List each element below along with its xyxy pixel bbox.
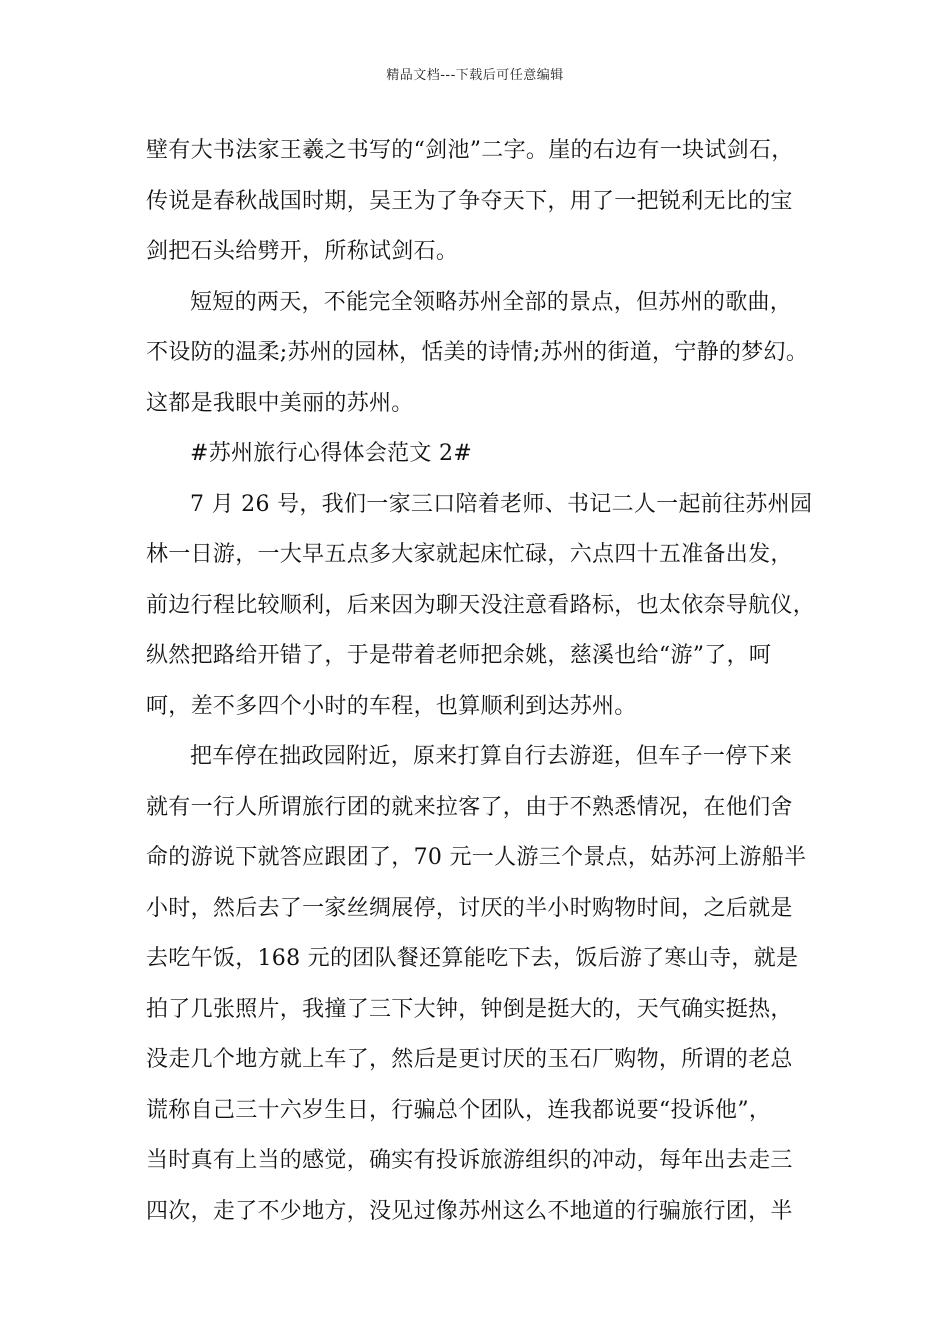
text-line: 拍了几张照片，我撞了三下大钟，钟倒是挺大的，天气确实挺热，: [146, 996, 793, 1022]
document-body: [146, 126, 826, 1237]
text-line: 谎称自己三十六岁生日，行骗总个团队，连我都说要“投诉他”，: [146, 1097, 772, 1123]
text-line: 纵然把路给开错了，于是带着老师把余姚，慈溪也给“游”了，呵: [146, 643, 772, 668]
paragraph-first-line: 7 月 26 号，我们一家三口陪着老师、书记二人一起前往苏州园: [190, 491, 813, 517]
text-line: 不设防的温柔;苏州的园林，恬美的诗情;苏州的街道，宁静的梦幻。: [146, 340, 809, 365]
text-line: 命的游说下就答应跟团了，70 元一人游三个景点，姑苏河上游船半: [146, 845, 807, 870]
text-line: 小时，然后去了一家丝绸展停，讨厌的半小时购物时间，之后就是: [146, 895, 793, 921]
text-line: 林一日游，一大早五点多大家就起床忙碌，六点四十五准备出发，: [146, 542, 793, 567]
text-line: 壁有大书法家王羲之书写的“剑池”二字。崖的右边有一块试剑石，: [146, 138, 794, 163]
text-line: 没走几个地方就上车了，然后是更讨厌的玉石厂购物，所谓的老总: [146, 1047, 793, 1072]
page-header: 精品文档---下载后可任意编辑: [386, 68, 564, 83]
text-line: 呵，差不多四个小时的车程，也算顺利到达苏州。: [146, 693, 637, 719]
text-line: 剑把石头给劈开，所称试剑石。: [146, 239, 459, 264]
text-line: 四次，走了不少地方，没见过像苏州这么不地道的行骗旅行团，半: [146, 1198, 793, 1224]
paragraph-first-line: 把车停在拙政园附近，原来打算自行去游逛，但车子一停下来: [190, 744, 793, 769]
section-heading: #苏州旅行心得体会范文 2#: [190, 441, 473, 466]
text-line: 传说是春秋战国时期，吴王为了争夺天下，用了一把锐利无比的宝: [146, 188, 793, 214]
text-line: 就有一行人所谓旅行团的就来拉客了，由于不熟悉情况，在他们舍: [146, 794, 793, 820]
text-line: 这都是我眼中美丽的苏州。: [146, 390, 414, 416]
text-line: 去吃午饭，168 元的团队餐还算能吃下去，饭后游了寒山寺，就是: [146, 946, 799, 971]
text-line: 前边行程比较顺利，后来因为聊天没注意看路标，也太依奈导航仪，: [146, 592, 816, 618]
paragraph-first-line: 短短的两天，不能完全领略苏州全部的景点，但苏州的歌曲，: [190, 289, 793, 315]
text-line: 当时真有上当的感觉，确实有投诉旅游组织的冲动，每年出去走三: [146, 1148, 793, 1173]
